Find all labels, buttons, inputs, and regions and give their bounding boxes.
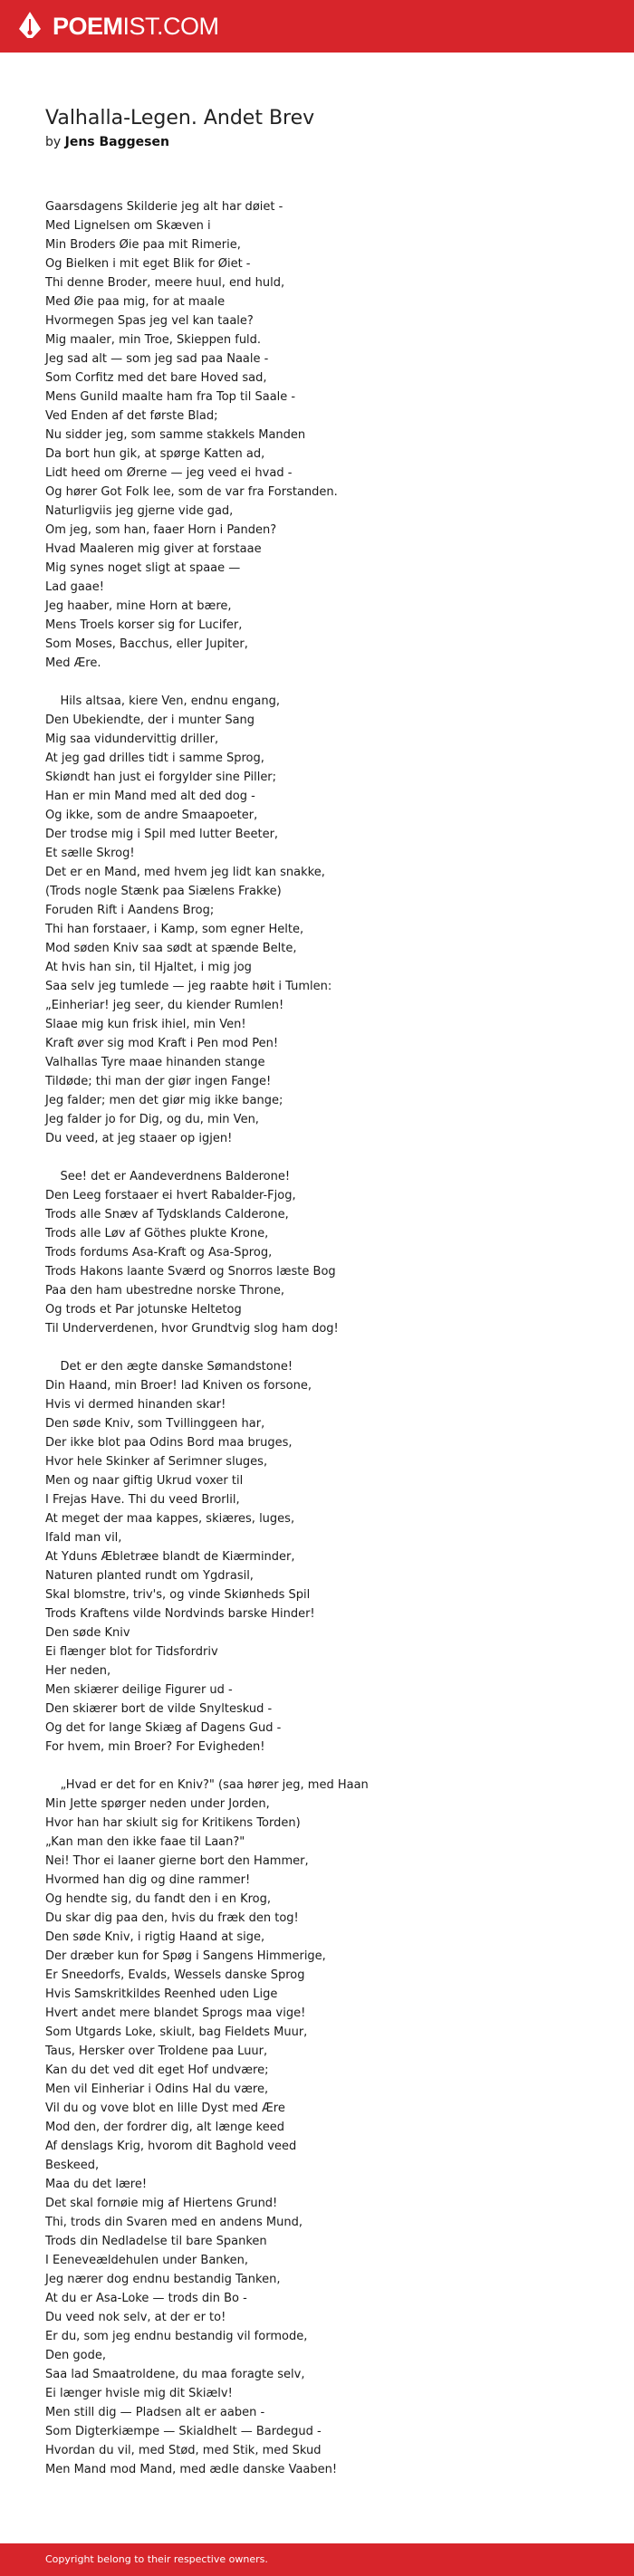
poem-line: Det er en Mand, med hvem jeg lidt kan snakke, [45,866,325,879]
poem-line: Saa lad Smaatroldene, du maa foragte selv, [45,2368,305,2381]
logo-text-light: IST.COM [122,13,219,40]
poem-line: Ifald man vil, [45,1531,122,1545]
poem-line: Hvormegen Spas jeg vel kan taale? [45,314,254,328]
poem-line: Et sælle Skrog! [45,847,135,860]
poem-line: Som Digterkiæmpe — Skialdhelt — Bardegud - [45,2425,322,2438]
site-footer [0,2543,634,2576]
poem-line: Ei flænger blot for Tidsfordriv [45,1645,218,1659]
poem-line: Paa den ham ubestredne norske Throne, [45,1284,285,1298]
stanza [45,692,589,1148]
poem-line: Skal blomstre, triv's, og vinde Skiønheds Spil [45,1588,311,1602]
poem-body [45,197,589,2479]
poem-line: Trods alle Løv af Göthes plukte Krone, [45,1227,269,1240]
stanza [45,1167,589,1338]
poem-line: Thi, trods din Svaren med en andens Mund, [45,2216,303,2229]
poem-line: Mod søden Kniv saa sødt at spænde Belte, [45,942,297,955]
poem-line: At Yduns Æbletræe blandt de Kiærminder, [45,1550,295,1564]
poem-line: Trods fordums Asa-Kraft og Asa-Sprog, [45,1246,273,1259]
poem-line: Hvordan du vil, med Stød, med Stik, med Skud [45,2444,322,2457]
poem-line: Mig maaler, min Troe, Skieppen fuld. [45,333,262,347]
poem-line: Valhallas Tyre maae hinanden stange [45,1056,265,1069]
poem-line: Den søde Kniv, som Tvillinggeen har, [45,1417,265,1431]
poem-line: Da bort hun gik, at spørge Katten ad, [45,447,265,461]
poem-line: Hvad Maaleren mig giver at forstaae [45,542,262,556]
poem-line: Hvormed han dig og dine rammer! [45,1873,251,1887]
poem-line: Trods alle Snæv af Tydsklands Calderone, [45,1208,289,1221]
poem-line: Jeg falder jo for Dig, og du, min Ven, [45,1113,259,1126]
poem-line: Den gode, [45,2349,106,2362]
poem-line: Den søde Kniv, i rigtig Haand at sige, [45,1930,265,1944]
poem-line: Min Jette spørger neden under Jorden, [45,1797,270,1811]
poem-line: Og Bielken i mit eget Blik for Øiet - [45,257,251,271]
poem-line: See! det er Aandeverdnens Balderone! [45,1170,291,1183]
byline [45,133,589,151]
poem-line: Hvor hele Skinker af Serimner sluges, [45,1455,268,1469]
poem-line: Der trodse mig i Spil med lutter Beeter, [45,828,279,841]
poem-line: Foruden Rift i Aandens Brog; [45,904,215,917]
poem-line: Den Ubekiendte, der i munter Sang [45,713,255,727]
poem-line: At du er Asa-Loke — trods din Bo - [45,2292,247,2305]
poem-line: Men Mand mod Mand, med ædle danske Vaaben! [45,2463,338,2476]
poem-line: For hvem, min Broer? For Evigheden! [45,1740,265,1754]
poem-line: Er du, som jeg endnu bestandig vil formode, [45,2330,308,2343]
poem-line: Mod den, der fordrer dig, alt længe keed [45,2121,284,2134]
poem-line: Naturligviis jeg gjerne vide gad, [45,504,234,518]
poem-line: Og ikke, som de andre Smaapoeter, [45,809,258,822]
poem-line: Og det for lange Skiæg af Dagens Gud - [45,1721,282,1735]
poem-line: Hils altsaa, kiere Ven, endnu engang, [45,694,280,708]
poem-line: Hvor han har skiult sig for Kritikens Torden) [45,1816,301,1830]
poem-line: „Hvad er det for en Kniv?" (saa hører jeg, med Haan [45,1778,369,1792]
poem-article [45,105,589,2479]
poem-line: Den skiærer bort de vilde Snylteskud - [45,1702,273,1716]
poem-line: Han er min Mand med alt ded dog - [45,790,255,803]
poem-line: Nei! Thor ei laaner gierne bort den Hammer, [45,1854,309,1868]
poem-title: Valhalla-Legen. Andet Brev [45,107,315,129]
poem-line: Nu sidder jeg, som samme stakkels Manden [45,428,306,442]
poem-line: Kan du det ved dit eget Hof undvære; [45,2064,269,2077]
poem-line: Gaarsdagens Skilderie jeg alt har døiet - [45,200,283,214]
poem-line: Lidt heed om Ørerne — jeg veed ei hvad - [45,466,293,480]
poem-line: Om jeg, som han, faaer Horn i Panden? [45,523,277,537]
poem-line: Er Sneedorfs, Evalds, Wessels danske Sprog [45,1968,305,1982]
poem-line: Beskeed, [45,2159,100,2172]
by-label: by [45,135,62,149]
pen-nib-icon [16,11,43,42]
poem-line: Taus, Hersker over Troldene paa Luur, [45,2045,268,2058]
poem-line: At jeg gad drilles tidt i samme Sprog, [45,752,264,765]
poem-line: Til Underverdenen, hvor Grundtvig slog ham dog! [45,1322,339,1336]
site-logo[interactable] [16,11,219,42]
poem-line: Her neden, [45,1664,111,1678]
poem-line: I Frejas Have. Thi du veed Brorlil, [45,1493,240,1507]
poem-line: Det er den ægte danske Sømandstone! [45,1360,293,1374]
poem-line: Der dræber kun for Spøg i Sangens Himmerige, [45,1949,326,1963]
poem-line: Mig saa vidundervittig driller, [45,733,219,746]
logo-text-strong: POEM [53,13,123,40]
author-link[interactable]: Jens Baggesen [64,135,169,149]
poem-line: Mig synes noget sligt at spaae — [45,561,241,575]
stanza [45,1776,589,2479]
poem-line: Som Moses, Bacchus, eller Jupiter, [45,637,248,651]
poem-line: Hvis Samskritkildes Reenhed uden Lige [45,1987,278,2001]
poem-line: Med Lignelsen om Skæven i [45,219,211,233]
poem-line: Og hører Got Folk lee, som de var fra Forstanden. [45,485,338,499]
poem-line: Thi denne Broder, meere huul, end huld, [45,276,285,290]
poem-line: Du veed, at jeg staaer op igjen! [45,1132,233,1145]
poem-line: Men skiærer deilige Figurer ud - [45,1683,233,1697]
poem-line: Trods Hakons laante Sværd og Snorros læste Bog [45,1265,336,1278]
poem-line: Trods Kraftens vilde Nordvinds barske Hinder! [45,1607,315,1621]
poem-line: Slaae mig kun frisk ihiel, min Ven! [45,1018,246,1031]
poem-line: Trods din Nedladelse til bare Spanken [45,2235,267,2248]
copyright-text: Copyright belong to their respective owners. [45,2553,268,2565]
poem-line: Med Ære. [45,656,101,670]
poem-line: Tildøde; thi man der giør ingen Fange! [45,1075,272,1088]
logo-wordmark [53,11,219,42]
poem-line: (Trods nogle Stænk paa Siælens Frakke) [45,885,282,898]
poem-line: Og hendte sig, du fandt den i en Krog, [45,1892,272,1906]
poem-line: Jeg haaber, mine Horn at bære, [45,599,232,613]
poem-line: Jeg nærer dog endnu bestandig Tanken, [45,2273,281,2286]
poem-line: „Einheriar! jeg seer, du kiender Rumlen! [45,999,284,1012]
poem-line: I Eeneveældehulen under Banken, [45,2254,248,2267]
poem-line: Vil du og vove blot en lille Dyst med Ære [45,2102,285,2115]
poem-line: Min Broders Øie paa mit Rimerie, [45,238,241,252]
poem-line: Lad gaae! [45,580,104,594]
poem-line: Ved Enden af det første Blad; [45,409,218,423]
site-header [0,0,634,53]
poem-line: Som Utgards Loke, skiult, bag Fieldets Muur, [45,2025,308,2039]
poem-line: Naturen planted rundt om Ygdrasil, [45,1569,254,1583]
poem-line: Jeg sad alt — som jeg sad paa Naale - [45,352,269,366]
poem-line: Skiøndt han just ei forgylder sine Piller; [45,771,277,784]
poem-line: Som Corfitz med det bare Hoved sad, [45,371,267,385]
poem-line: At meget der maa kappes, skiæres, luges, [45,1512,295,1526]
stanza [45,197,589,673]
poem-line: Der ikke blot paa Odins Bord maa bruges, [45,1436,293,1450]
poem-line: Saa selv jeg tumlede — jeg raabte høit i Tumlen: [45,980,332,993]
poem-line: Det skal fornøie mig af Hiertens Grund! [45,2197,278,2210]
poem-line: At hvis han sin, til Hjaltet, i mig jog [45,961,252,974]
poem-line: Hvert andet mere blandet Sprogs maa vige! [45,2006,306,2020]
stanza [45,1357,589,1757]
poem-line: Men still dig — Pladsen alt er aaben - [45,2406,265,2419]
poem-line: Thi han forstaaer, i Kamp, som egner Helte, [45,923,304,936]
poem-line: Den søde Kniv [45,1626,130,1640]
poem-line: Du skar dig paa den, hvis du fræk den tog! [45,1911,299,1925]
poem-line: Den Leeg forstaaer ei hvert Rabalder-Fjog, [45,1189,296,1202]
poem-line: „Kan man den ikke faae til Laan?" [45,1835,245,1849]
poem-line: Mens Gunild maalte ham fra Top til Saale - [45,390,296,404]
poem-line: Af denslags Krig, hvorom dit Baghold veed [45,2140,297,2153]
poem-line: Mens Troels korser sig for Lucifer, [45,618,243,632]
poem-line: Jeg falder; men det giør mig ikke bange; [45,1094,283,1107]
poem-line: Din Haand, min Broer! lad Kniven os forsone, [45,1379,312,1393]
poem-line: Kraft øver sig mod Kraft i Pen mod Pen! [45,1037,279,1050]
poem-line: Men vil Einheriar i Odins Hal du være, [45,2083,269,2096]
poem-line: Hvis vi dermed hinanden skar! [45,1398,226,1412]
poem-line: Ei længer hvisle mig dit Skiælv! [45,2387,233,2400]
poem-line: Du veed nok selv, at der er to! [45,2311,226,2324]
poem-line: Og trods et Par jotunske Heltetog [45,1303,242,1317]
poem-line: Maa du det lære! [45,2178,148,2191]
poem-line: Med Øie paa mig, for at maale [45,295,226,309]
poem-line: Men og naar giftig Ukrud voxer til [45,1474,244,1488]
